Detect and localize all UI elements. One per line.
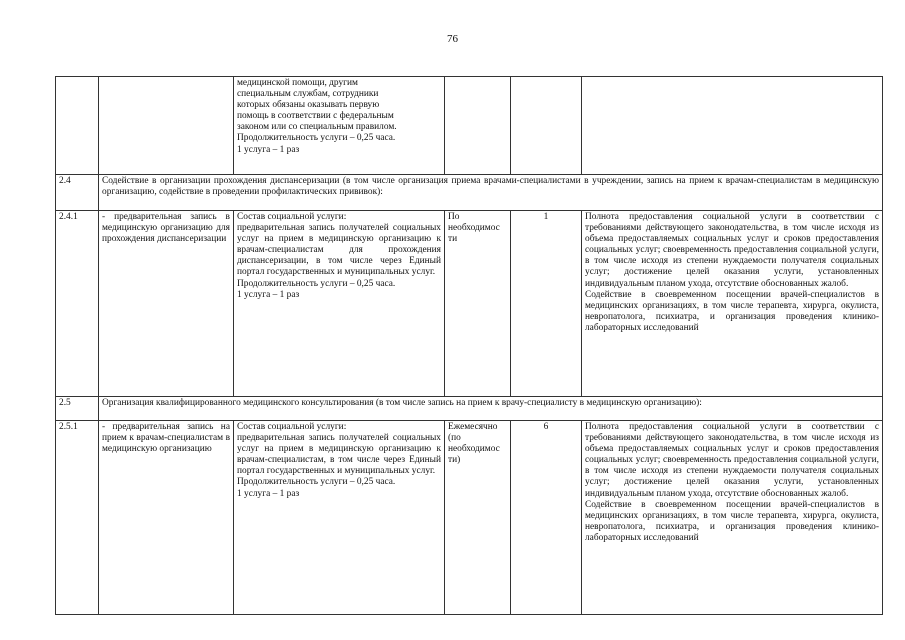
item-name: - предварительная запись на прием к врачам-специалистам в медицинскую организацию (99, 421, 234, 615)
item-quality (582, 211, 883, 397)
quality-line: Содействие в своевременном посещении врачей-специалистов в медицинских организациях, в том числе терапевта, хирурга, окулиста, невропатолога, психиатра, и организация проведения клинико-лабораторных исследований (585, 289, 879, 333)
item-frequency: Ежемесячно (по необходимос ти) (445, 421, 511, 615)
item-quality (582, 421, 883, 615)
standard-line: Продолжительность услуги – 0,25 часа. (237, 133, 396, 144)
item-standard (234, 211, 445, 397)
item-name: - предварительная запись в медицинскую организацию для прохождения диспансеризации (99, 211, 234, 397)
standard-line: 1 услуга – 1 раз (237, 144, 300, 155)
table-row-section-2-5 (56, 397, 883, 421)
item-frequency: По необходимос ти (445, 211, 511, 397)
table-row-continuation (56, 77, 883, 175)
item-volume: 1 (511, 211, 582, 397)
section-title: Организация квалифицированного медицинского консультирования (в том числе запись на прием к врачу-специалисту в медицинскую организацию): (99, 397, 883, 421)
table-row-item-2-5-1 (56, 421, 883, 615)
standard-line: Состав социальной услуги: (237, 212, 347, 222)
cell-volume (511, 77, 582, 175)
section-title: Содействие в организации прохождения диспансеризации (в том числе организация приема врачами-специалистами в учреждении, запись на прием к врачам-специалистам в медицинскую организацию, содействие в проведении профилактических прививок): (99, 175, 883, 211)
standard-line: Продолжительность услуги – 0,25 часа. (237, 278, 396, 289)
cell-name (99, 77, 234, 175)
standard-line: которых обязаны оказывать первую (237, 100, 380, 111)
standard-line: 1 услуга – 1 раз (237, 488, 300, 499)
standard-line: Состав социальной услуги: (237, 422, 347, 432)
standard-line: специальным службам, сотрудники (237, 89, 379, 100)
item-number: 2.5.1 (56, 421, 99, 615)
standard-line: медицинской помощи, другим (237, 78, 358, 88)
quality-line: Полнота предоставления социальной услуги в соответствии с требованиями действующего законодательства, в том числе исходя из объема предоставляемых социальных услуг и сроков предоставления социальных услуг; своевременность предоставления социальной услуги, в том числе исходя из степени нуждаемости получателя социальных услуг; достижение целей оказания услуги, установленных индивидуальным планом ухода, отсутствие обоснованных жалоб. (585, 422, 879, 499)
section-number: 2.5 (56, 397, 99, 421)
quality-line: Содействие в своевременном посещении врачей-специалистов в медицинских организациях, в том числе терапевта, хирурга, окулиста, невропатолога, психиатра, и организация проведения клинико-лабораторных исследований (585, 499, 879, 543)
cell-standard (234, 77, 445, 175)
table-row-section-2-4 (56, 175, 883, 211)
section-number: 2.4 (56, 175, 99, 211)
item-standard (234, 421, 445, 615)
table-row-item-2-4-1 (56, 211, 883, 397)
standard-line: законом или со специальным правилом. (237, 122, 397, 133)
services-table (55, 76, 883, 615)
standard-line: помощь в соответствии с федеральным (237, 111, 394, 122)
cell-frequency (445, 77, 511, 175)
standard-line: предварительная запись получателей социальных услуг на прием в медицинскую организацию к врачам-специалистам для прохождения диспансеризации, в том числе через Единый портал государственных и муниципальных услуг. (237, 223, 441, 278)
item-number: 2.4.1 (56, 211, 99, 397)
item-volume: 6 (511, 421, 582, 615)
standard-line: Продолжительность услуги – 0,25 часа. (237, 477, 396, 488)
page-number: 76 (447, 33, 458, 45)
quality-line: Полнота предоставления социальной услуги в соответствии с требованиями действующего законодательства, в том числе исходя из объема предоставляемых социальных услуг и сроков предоставления социальных услуг; своевременность предоставления социальной услуги, в том числе исходя из степени нуждаемости получателя социальных услуг; достижение целей оказания услуги, установленных индивидуальным планом ухода, отсутствие обоснованных жалоб. (585, 212, 879, 289)
standard-line: 1 услуга – 1 раз (237, 289, 300, 300)
standard-line: предварительная запись получателей социальных услуг на прием в медицинскую организацию к врачам-специалистам, в том числе через Единый портал государственных и муниципальных услуг. (237, 433, 441, 477)
cell-number (56, 77, 99, 175)
cell-quality (582, 77, 883, 175)
